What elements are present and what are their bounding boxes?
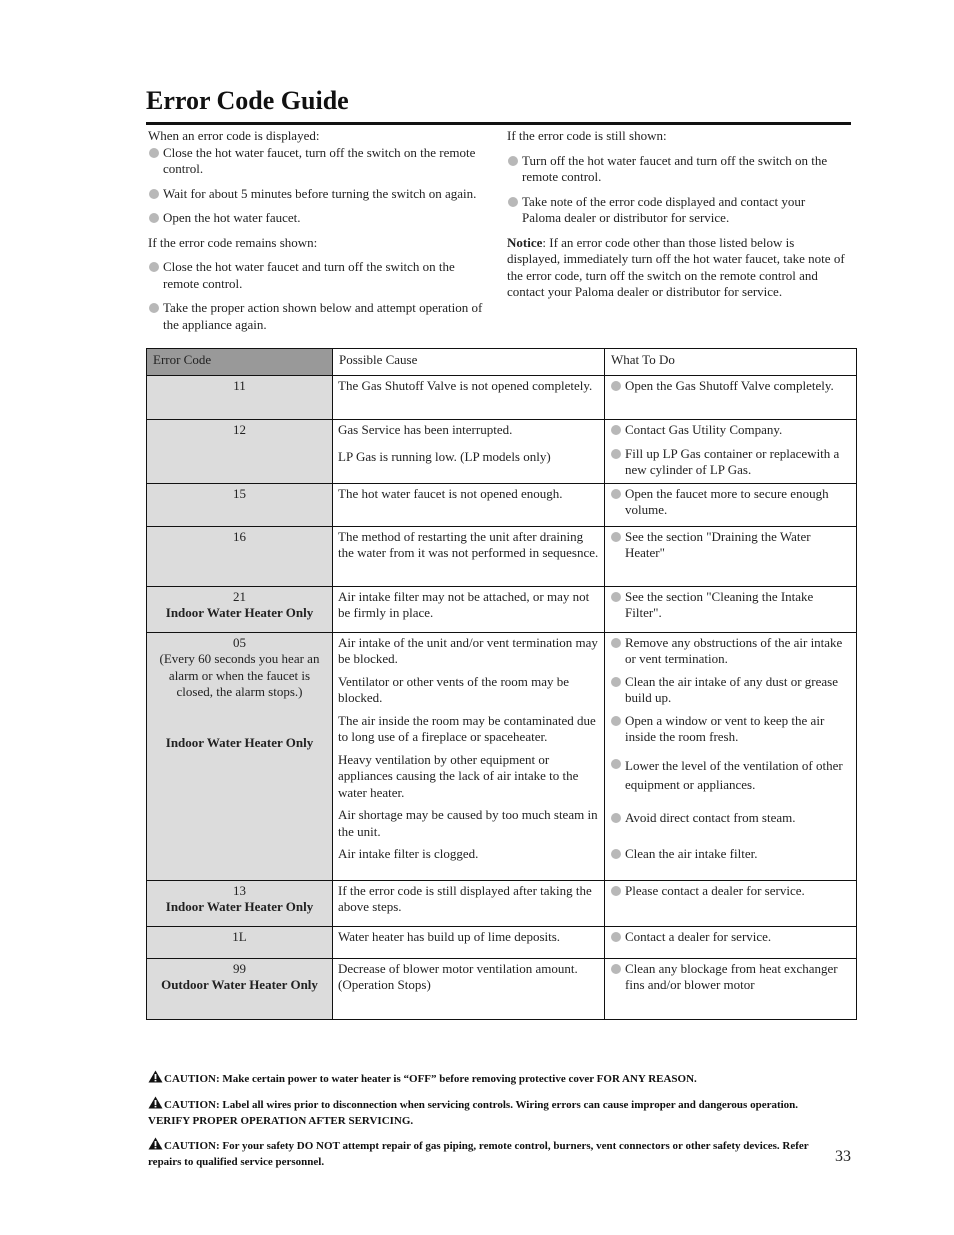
todo-item: Remove any obstructions of the air intake or vent termination. [610, 635, 851, 668]
table-row [147, 420, 857, 484]
todo-item: Clean any blockage from heat exchanger fins and/or blower motor [610, 961, 851, 994]
intro-right-column [507, 128, 847, 301]
header-possible-cause: Possible Cause [333, 349, 605, 376]
todo-item: Open a window or vent to keep the air inside the room fresh. [610, 713, 851, 746]
step-open-faucet: Open the hot water faucet. [148, 210, 493, 227]
error-code: 1L [232, 928, 247, 944]
step-close-and-off: Close the hot water faucet and turn off the switch on the remote control. [148, 259, 493, 292]
model-note: Indoor Water Heater Only [165, 734, 314, 750]
caution-safety [148, 1137, 828, 1170]
cause-cell [333, 376, 605, 420]
cause-text: The hot water faucet is not opened enough. [338, 485, 563, 501]
todo-item: Avoid direct contact from steam. [610, 810, 851, 827]
error-code: 21 [233, 588, 246, 604]
step-turn-off: Turn off the hot water faucet and turn off the switch on the remote control. [507, 153, 847, 186]
step-take-note: Take note of the error code displayed and contact your Paloma dealer or distributor for service. [507, 194, 847, 227]
todo-cell [605, 526, 857, 586]
page-number: 33 [835, 1148, 851, 1165]
cause-text: Air intake filter may not be attached, or may not be firmly in place. [338, 588, 590, 620]
if-still-text: If the error code is still shown: [507, 128, 667, 143]
cause-cell [333, 526, 605, 586]
cause-text: If the error code is still displayed after taking the above steps. [338, 882, 592, 914]
table-row [147, 526, 857, 586]
table-row [147, 483, 857, 526]
cause-text: Air intake filter is clogged. [338, 846, 479, 861]
notice-paragraph [507, 235, 847, 301]
step-close-faucet: Close the hot water faucet, turn off the switch on the remote control. [148, 145, 493, 178]
error-code: 13 [233, 882, 246, 898]
cause-text: Air shortage may be caused by too much steam in the unit. [338, 807, 598, 839]
cause-text: Heavy ventilation by other equipment or appliances causing the lack of air intake to the water heater. [338, 751, 579, 800]
caution-text: CAUTION: Make certain power to water heater is “OFF” before removing protective cover FOR ANY REASON. [164, 1073, 697, 1085]
cause-cell [333, 926, 605, 958]
when-displayed-text: When an error code is displayed: [148, 128, 320, 143]
step-take-action: Take the proper action shown below and attempt operation of the appliance again. [148, 300, 493, 333]
table-header-row [147, 349, 857, 376]
table-row [147, 926, 857, 958]
error-code: 12 [233, 422, 246, 437]
todo-item: Contact a dealer for service. [610, 929, 851, 946]
cause-text: The Gas Shutoff Valve is not opened completely. [338, 378, 593, 393]
error-code-cell [147, 880, 333, 926]
error-code: 16 [233, 528, 246, 544]
todo-cell [605, 376, 857, 420]
table-row [147, 880, 857, 926]
cause-text: Decrease of blower motor ventilation amount. (Operation Stops) [338, 960, 578, 992]
todo-item: Open the Gas Shutoff Valve completely. [610, 378, 851, 395]
todo-cell [605, 586, 857, 632]
todo-cell [605, 420, 857, 484]
table-row [147, 632, 857, 880]
table-row [147, 586, 857, 632]
todo-item: Fill up LP Gas container or replacewith a new cylinder of LP Gas. [610, 446, 851, 479]
cause-cell [333, 586, 605, 632]
error-code-cell [147, 958, 333, 1019]
header-error-code: Error Code [147, 349, 333, 376]
todo-item: Open the faucet more to secure enough volume. [610, 486, 851, 519]
todo-item: See the section "Cleaning the Intake Filter". [610, 589, 851, 622]
todo-item: Lower the level of the ventilation of other equipment or appliances. [610, 756, 851, 794]
error-code-cell [147, 376, 333, 420]
error-code: 99 [233, 960, 246, 976]
title-rule [146, 122, 851, 125]
header-what-to-do: What To Do [605, 349, 857, 376]
caution-power [148, 1070, 828, 1087]
error-code: 05 [233, 634, 246, 650]
cause-text: The method of restarting the unit after draining the water from it was not performed in sequesnce. [338, 528, 599, 560]
cause-cell [333, 958, 605, 1019]
model-note: Outdoor Water Heater Only [161, 977, 318, 992]
cause-cell [333, 420, 605, 484]
cause-text: Ventilator or other vents of the room may be blocked. [338, 673, 570, 705]
notice-text: : If an error code other than those listed below is displayed, immediately turn off the hot water faucet, take note of the error code, turn off the switch on the remote control and contact your Paloma dealer or distributor for service. [507, 234, 845, 299]
cause-cell [333, 483, 605, 526]
notice-label: Notice [507, 234, 543, 250]
cause-text: LP Gas is running low. (LP models only) [338, 448, 551, 464]
caution-text: CAUTION: For your safety DO NOT attempt repair of gas piping, remote control, burners, vent connectors or other safety devices. Refer repairs to qualified service personnel. [148, 1140, 809, 1168]
step-wait: Wait for about 5 minutes before turning the switch on again. [148, 186, 493, 203]
cause-cell [333, 632, 605, 880]
error-code: 15 [233, 485, 246, 501]
table-row [147, 958, 857, 1019]
error-code-cell [147, 926, 333, 958]
todo-cell [605, 483, 857, 526]
page-title: Error Code Guide [146, 86, 349, 115]
todo-cell [605, 880, 857, 926]
todo-cell [605, 958, 857, 1019]
warning-triangle-icon [148, 1070, 163, 1083]
cause-cell [333, 880, 605, 926]
todo-item: Contact Gas Utility Company. [610, 422, 851, 439]
error-code-cell [147, 420, 333, 484]
error-code-cell [147, 526, 333, 586]
model-note: Indoor Water Heater Only [165, 605, 314, 620]
error-code: 11 [233, 378, 246, 393]
todo-item: Clean the air intake of any dust or grease build up. [610, 674, 851, 707]
caution-wiring [148, 1096, 828, 1129]
todo-cell [605, 632, 857, 880]
error-code-cell [147, 483, 333, 526]
if-remains-text: If the error code remains shown: [148, 234, 318, 250]
cause-text: The air inside the room may be contaminated due to long use of a fireplace or spaceheater. [338, 712, 596, 744]
warning-triangle-icon [148, 1137, 163, 1150]
error-code-table [146, 348, 857, 1020]
cause-text: Water heater has build up of lime deposits. [338, 928, 561, 944]
todo-item: See the section "Draining the Water Heater" [610, 529, 851, 562]
error-code-cell [147, 586, 333, 632]
alarm-note: (Every 60 seconds you hear an alarm or when the faucet is closed, the alarm stops.) [159, 651, 320, 699]
model-note: Indoor Water Heater Only [165, 899, 314, 914]
todo-item: Please contact a dealer for service. [610, 883, 851, 900]
warning-triangle-icon [148, 1096, 163, 1109]
caution-text: CAUTION: Label all wires prior to disconnection when servicing controls. Wiring errors can cause improper and dangerous operation. VERIFY PROPER OPERATION AFTER SERVICING. [148, 1099, 799, 1127]
todo-cell [605, 926, 857, 958]
todo-item: Clean the air intake filter. [610, 846, 851, 863]
intro-left-column [148, 128, 493, 333]
table-row [147, 376, 857, 420]
cause-text: Gas Service has been interrupted. [338, 422, 513, 437]
error-code-cell [147, 632, 333, 880]
cause-text: Air intake of the unit and/or vent termination may be blocked. [338, 634, 598, 666]
